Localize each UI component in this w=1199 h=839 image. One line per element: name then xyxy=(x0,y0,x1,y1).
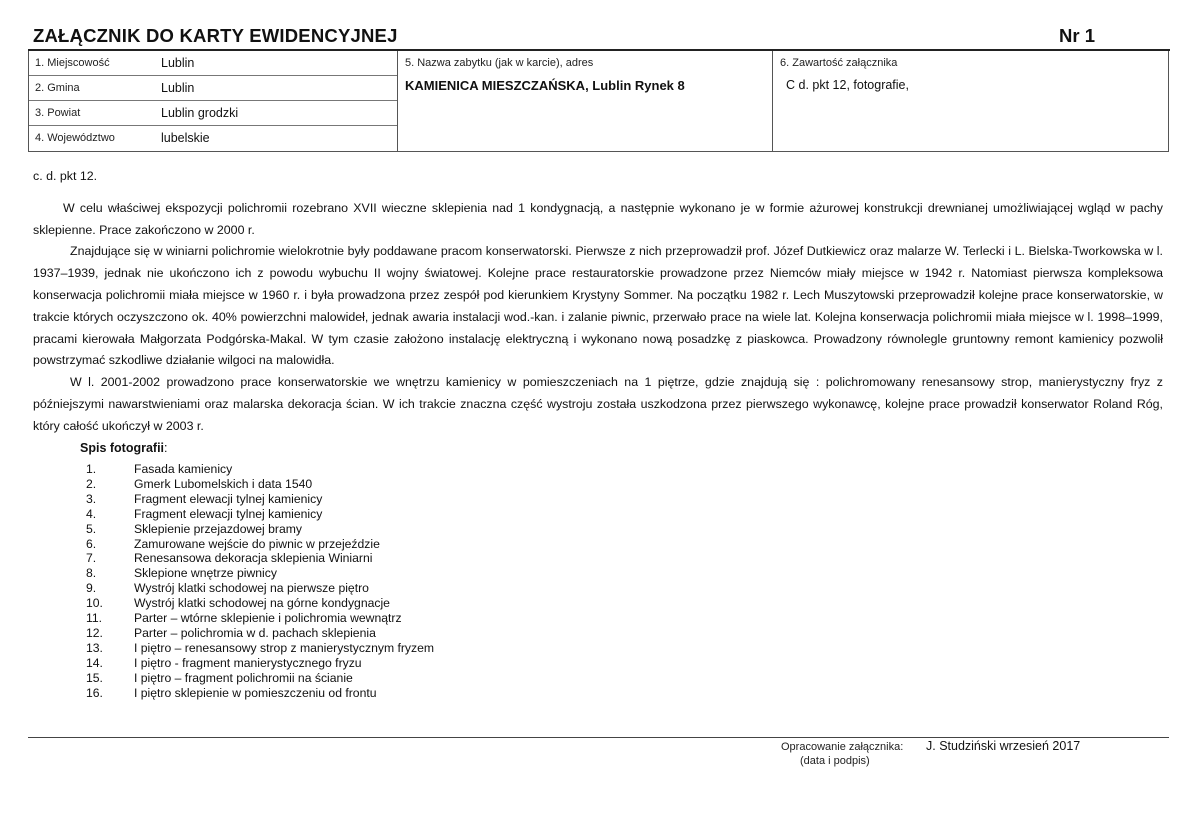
list-item xyxy=(86,686,434,701)
contents-value: C d. pkt 12, fotografie, xyxy=(786,78,909,92)
description-body xyxy=(33,166,1163,438)
item-number: 8. xyxy=(86,566,97,581)
item-text: Fragment elewacji tylnej kamienicy xyxy=(134,506,323,521)
item-number: 12. xyxy=(86,625,103,640)
item-text: Fragment elewacji tylnej kamienicy xyxy=(134,491,323,506)
monument-name: KAMIENICA MIESZCZAŃSKA, Lublin Rynek 8 xyxy=(405,78,685,93)
paragraph: W celu właściwej ekspozycji polichromii rozebrano XVII wieczne sklepienia nad 1 kondygnacją, a następnie wykonano je w formie ażurowej konstrukcji drewnianej umożliwiającej wgląd w pachy sklepienne. Prace zakończono w 2000 r. xyxy=(33,200,1163,237)
item-number: 7. xyxy=(86,551,97,566)
list-item xyxy=(86,477,434,492)
record-form xyxy=(28,51,1169,152)
list-item xyxy=(86,596,434,611)
photo-list xyxy=(86,462,434,701)
field-value: Lublin xyxy=(161,56,195,70)
attachment-number: Nr 1 xyxy=(1059,25,1095,46)
item-text: I piętro – fragment polichromii na ścianie xyxy=(134,670,353,685)
list-item xyxy=(86,537,434,552)
list-item xyxy=(86,551,434,566)
field-label: 1. Miejscowość xyxy=(35,57,110,69)
item-text: Parter – wtórne sklepienie i polichromia wewnątrz xyxy=(134,611,402,626)
contents-label: 6. Zawartość załącznika xyxy=(780,57,898,69)
item-text: Fasada kamienicy xyxy=(134,462,233,476)
photo-list-title: Spis fotografii xyxy=(80,441,165,455)
list-item xyxy=(86,492,434,507)
field-label: 2. Gmina xyxy=(35,82,80,94)
monument-label: 5. Nazwa zabytku (jak w karcie), adres xyxy=(405,57,594,69)
item-text: Wystrój klatki schodowej na górne kondygnacje xyxy=(134,596,390,611)
prepared-by-label: Opracowanie załącznika: xyxy=(781,741,904,753)
item-text: Renesansowa dekoracja sklepienia Winiarni xyxy=(134,551,373,566)
list-item xyxy=(86,507,434,522)
paragraph: W l. 2001-2002 prowadzono prace konserwatorskie we wnętrzu kamienicy w pomieszczeniach na 1 piętrze, gdzie znajdują się : polichromowany renesansowy strop, manierystyczny fryz z późniejszymi nawarstwieniami oraz malarska dekoracja ścian. W ich trakcie znaczna część wystroju została uszkodzona przez pierwszego wykonawcę, kolejne prace prowadził konserwator Roland Róg, który całość ukończył w 2003 r. xyxy=(33,375,1163,433)
item-number: 4. xyxy=(86,506,97,521)
item-text: I piętro - fragment manierystycznego fryzu xyxy=(134,655,362,670)
item-number: 11. xyxy=(86,611,103,626)
item-number: 15. xyxy=(86,670,103,685)
location-row-commune xyxy=(29,76,397,101)
field-label: 3. Powiat xyxy=(35,107,81,119)
monument-section xyxy=(398,51,772,151)
item-text: I piętro sklepienie w pomieszczeniu od frontu xyxy=(134,685,377,700)
document-title: ZAŁĄCZNIK DO KARTY EWIDENCYJNEJ xyxy=(33,25,398,46)
list-item xyxy=(86,626,434,641)
item-number: 2. xyxy=(86,476,97,491)
list-item xyxy=(86,581,434,596)
item-number: 6. xyxy=(86,536,97,551)
list-item xyxy=(86,611,434,626)
photo-list-colon: : xyxy=(164,441,168,455)
contents-section xyxy=(773,51,1169,151)
list-item xyxy=(86,641,434,656)
reference-line: c. d. pkt 12. xyxy=(33,169,98,183)
location-row-county xyxy=(29,101,397,126)
list-item xyxy=(86,462,434,477)
field-value: lubelskie xyxy=(161,131,210,145)
item-text: I piętro – renesansowy strop z manierystycznym fryzem xyxy=(134,640,435,655)
item-number: 16. xyxy=(86,685,103,700)
list-item xyxy=(86,522,434,537)
footer-divider xyxy=(28,737,1169,738)
item-number: 9. xyxy=(86,581,97,596)
item-number: 3. xyxy=(86,491,97,506)
location-row-voivodeship xyxy=(29,126,397,151)
list-item xyxy=(86,656,434,671)
item-text: Gmerk Lubomelskich i data 1540 xyxy=(134,476,313,491)
location-row-town xyxy=(29,51,397,76)
item-number: 1. xyxy=(86,462,97,476)
author-signature: J. Studziński wrzesień 2017 xyxy=(926,739,1081,753)
item-text: Parter – polichromia w d. pachach sklepienia xyxy=(134,625,376,640)
item-number: 10. xyxy=(86,596,103,611)
item-text: Sklepienie przejazdowej bramy xyxy=(134,521,303,536)
item-number: 5. xyxy=(86,521,97,536)
paragraph: Znajdujące się w winiarni polichromie wielokrotnie były poddawane pracom konserwatorski. Pierwsze z nich przeprowadził prof. Józef Dutkiewicz oraz malarze W. Terlecki i L. Bielska-Tworkowska w l. 1937–1939, jednak nie ukończono ich z powodu wybuchu II wojny światowej. Kolejne prace restauratorskie prowadzone przez Niemców miały miejsce w 1942 r. Natomiast pierwsza kompleksowa konserwacja polichromii miała miejsce w 1960 r. i była prowadzona przez zespół pod kierunkiem Krystyny Sommer. Na początku 1982 r. Lech Muszytowski przeprowadził kolejne prace konserwatorskie, w trakcie których oczyszczono ok. 40% powierzchni malowideł, jednak awaria instalacji wod.-kan. i zalanie piwnic, przerwało prace na wiele lat. Kolejna konserwacja polichromii miała miejsce w l. 1998–1999, pracami kierowała Małgorzata Podgórska-Makal. W tym czasie założono instalację elektryczną i wykonano nową posadzkę z piaskowca. Prowadzony równolegle gruntowny remont kamienicy pozwolił powstrzymać szkodliwe działanie wilgoci na malowidła. xyxy=(33,244,1163,368)
item-number: 14. xyxy=(86,655,103,670)
item-text: Sklepione wnętrze piwnicy xyxy=(134,566,277,581)
field-value: Lublin grodzki xyxy=(161,106,239,120)
item-text: Wystrój klatki schodowej na pierwsze piętro xyxy=(134,581,369,596)
field-label: 4. Województwo xyxy=(35,132,115,144)
field-value: Lublin xyxy=(161,81,195,95)
list-item xyxy=(86,671,434,686)
item-number: 13. xyxy=(86,640,103,655)
list-item xyxy=(86,566,434,581)
photo-list-heading xyxy=(80,441,168,455)
location-section xyxy=(29,51,397,151)
item-text: Zamurowane wejście do piwnic w przejeździe xyxy=(134,536,380,551)
date-signature-label: (data i podpis) xyxy=(800,755,870,767)
